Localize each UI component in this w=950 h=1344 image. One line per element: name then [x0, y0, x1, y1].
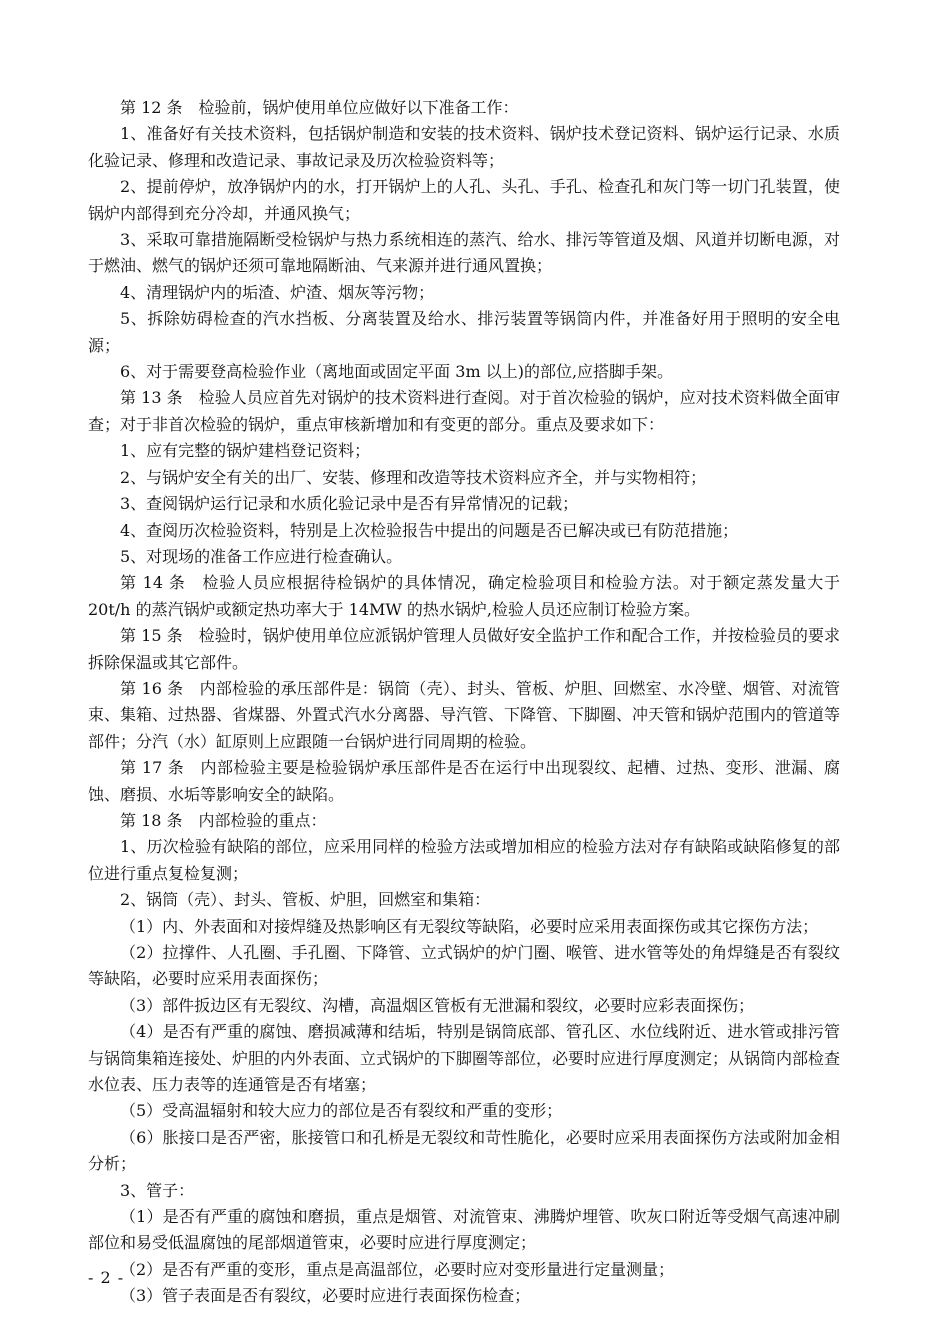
- paragraph-item-3: 3、查阅锅炉运行记录和水质化验记录中是否有异常情况的记载；: [120, 494, 579, 514]
- paragraph-item-5: 5、对现场的准备工作应进行检查确认。: [120, 546, 403, 566]
- paragraph-subitem-2: （2）是否有严重的变形，重点是高温部位，必要时应对变形量进行定量测量；: [120, 1259, 675, 1279]
- paragraph-item-1: 1、准备好有关技术资料，包括锅炉制造和安装的技术资料、锅炉技术登记资料、锅炉运行记录、水质化验记录、修理和改造记录、事故记录及历次检验资料等；: [88, 124, 840, 170]
- paragraph-item-1: 1、应有完整的锅炉建档登记资料；: [120, 441, 371, 461]
- paragraph-article-12: 第 12 条 检验前，锅炉使用单位应做好以下准备工作：: [120, 98, 519, 117]
- paragraph-item-4: 4、清理锅炉内的垢渣、炉渣、烟灰等污物；: [120, 282, 435, 302]
- paragraph-article-18: 第 18 条 内部检验的重点：: [120, 810, 327, 830]
- paragraph-subitem-6: （6）胀接口是否严密，胀接管口和孔桥是无裂纹和苛性脆化，必要时应采用表面探伤方法或附加金相分析；: [88, 1127, 840, 1174]
- paragraph-article-15: 第 15 条 检验时，锅炉使用单位应派锅炉管理人员做好安全监护工作和配合工作，并按检验员的要求拆除保温或其它部件。: [88, 626, 840, 672]
- paragraph-subitem-3: （3）部件扳边区有无裂纹、沟槽，高温烟区管板有无泄漏和裂纹，必要时应彩表面探伤；: [120, 995, 755, 1015]
- paragraph-subitem-5: （5）受高温辐射和较大应力的部位是否有裂纹和严重的变形；: [120, 1101, 563, 1121]
- paragraph-article-16: 第 16 条 内部检验的承压部件是：锅筒（壳）、封头、管板、炉胆、回燃室、水冷壁、烟管、对流管束、集箱、过热器、省煤器、外置式汽水分离器、导汽管、下降管、下脚圈、冲天管和锅炉范围内的管道等部件；分汽（水）缸原则上应跟随一台锅炉进行同周期的检验。: [88, 678, 841, 751]
- paragraph-subitem-1: （1）内、外表面和对接焊缝及热影响区有无裂纹等缺陷，必要时应采用表面探伤或其它探伤方法；: [120, 916, 819, 936]
- paragraph-item-4: 4、查阅历次检验资料，特别是上次检验报告中提出的问题是否已解决或已有防范措施；: [120, 520, 739, 540]
- paragraph-item-6: 6、对于需要登高检验作业（离地面或固定平面 3m 以上)的部位,应搭脚手架。: [120, 362, 674, 382]
- paragraph-item-2: 2、锅筒（壳）、封头、管板、炉胆，回燃室和集箱：: [120, 890, 491, 910]
- paragraph-item-2: 2、提前停炉，放净锅炉内的水，打开锅炉上的人孔、头孔、手孔、检查孔和灰门等一切门孔装置，使锅炉内部得到充分冷却，并通风换气；: [88, 177, 840, 223]
- paragraph-item-5: 5、拆除妨碍检查的汽水挡板、分离装置及给水、排污装置等锅筒内件，并准备好用于照明的安全电源；: [88, 309, 840, 355]
- paragraph-subitem-3: （3）管子表面是否有裂纹，必要时应进行表面探伤检查；: [120, 1286, 531, 1306]
- document-body: [88, 95, 846, 1310]
- paragraph-subitem-2: （2）拉撑件、人孔圈、手孔圈、下降管、立式锅炉的炉门圈、喉管、进水管等处的角焊缝是否有裂纹等缺陷，必要时应采用表面探伤；: [88, 943, 840, 989]
- paragraph-item-2: 2、与锅炉安全有关的出厂、安装、修理和改造等技术资料应齐全，并与实物相符；: [120, 467, 707, 487]
- paragraph-subitem-1: （1）是否有严重的腐蚀和磨损，重点是烟管、对流管束、沸腾炉埋管、吹灰口附近等受烟气高速冲刷部位和易受低温腐蚀的尾部烟道管束，必要时应进行厚度测定；: [88, 1207, 840, 1253]
- paragraph-item-1: 1、历次检验有缺陷的部位，应采用同样的检验方法或增加相应的检验方法对存有缺陷或缺陷修复的部位进行重点复检复测；: [88, 837, 840, 883]
- paragraph-article-17: 第 17 条 内部检验主要是检验锅炉承压部件是否在运行中出现裂纹、起槽、过热、变形、泄漏、腐蚀、磨损、水垢等影响安全的缺陷。: [88, 758, 840, 804]
- paragraph-article-14: 第 14 条 检验人员应根据待检锅炉的具体情况，确定检验项目和检验方法。对于额定蒸发量大于 20t/h 的蒸汽锅炉或额定热功率大于 14MW 的热水锅炉,检验人员还应制订检验方案。: [88, 573, 846, 619]
- page-number: - 2 -: [88, 1268, 125, 1287]
- paragraph-item-3: 3、管子：: [120, 1180, 195, 1200]
- paragraph-item-3: 3、采取可靠措施隔断受检锅炉与热力系统相连的蒸汽、给水、排污等管道及烟、风道并切断电源，对于燃油、燃气的锅炉还须可靠地隔断油、气来源并进行通风置换；: [88, 230, 840, 276]
- paragraph-article-13: 第 13 条 检验人员应首先对锅炉的技术资料进行查阅。对于首次检验的锅炉，应对技术资料做全面审查；对于非首次检验的锅炉，重点审核新增加和有变更的部分。重点及要求如下：: [88, 388, 840, 434]
- paragraph-subitem-4: （4）是否有严重的腐蚀、磨损减薄和结垢，特别是锅筒底部、管孔区、水位线附近、进水管或排污管与锅筒集箱连接处、炉胆的内外表面、立式锅炉的下脚圈等部位，必要时应进行厚度测定；从锅筒内部检查水位表、压力表等的连通管是否有堵塞；: [88, 1022, 841, 1095]
